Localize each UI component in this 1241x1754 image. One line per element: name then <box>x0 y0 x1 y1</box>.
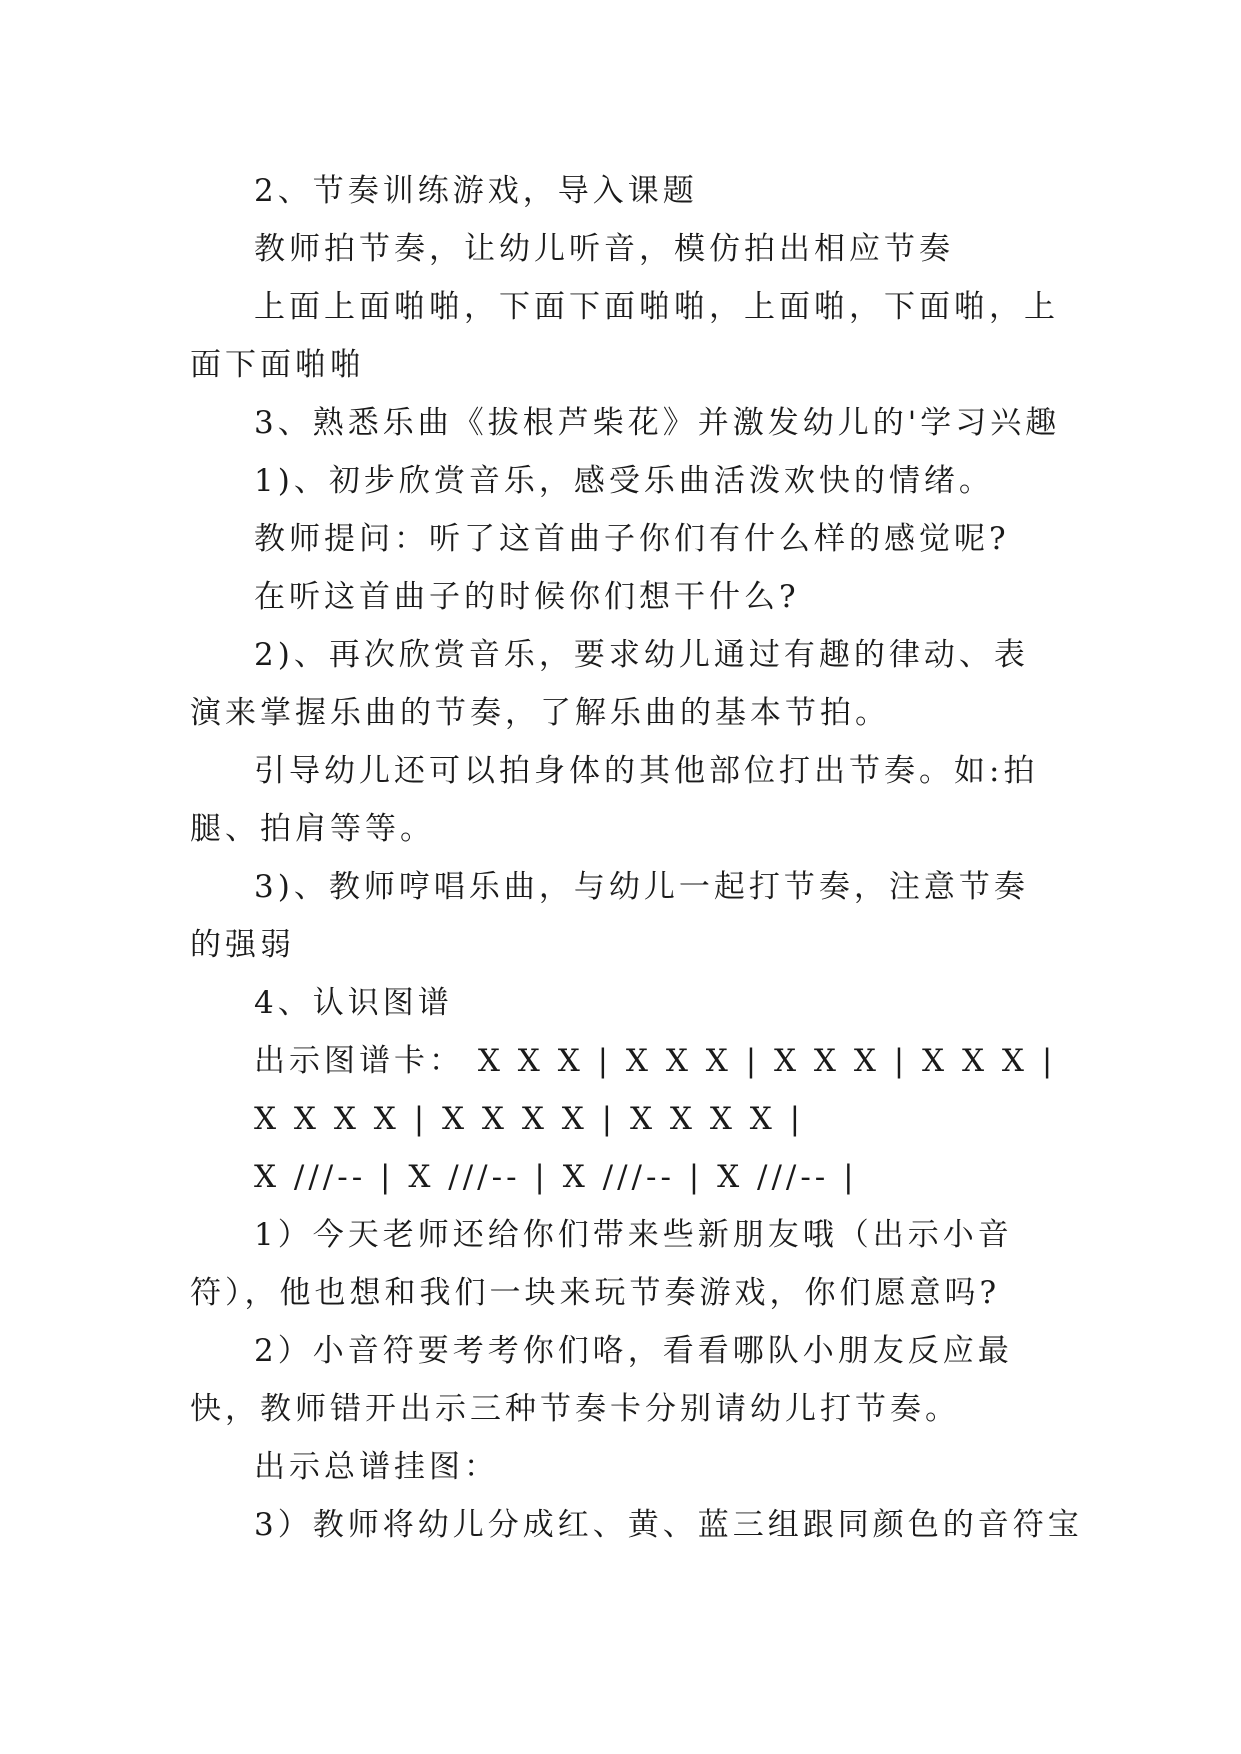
paragraph: 出示总谱挂图： <box>254 1449 499 1485</box>
paragraph: 2）小音符要考考你们咯，看看哪队小朋友反应最快，教师错开出示三种节奏卡分别请幼儿打节奏。 <box>190 1333 1013 1427</box>
paragraph: 1)、初步欣赏音乐，感受乐曲活泼欢快的情绪。 <box>254 463 994 499</box>
rhythm-card-line: X X X X | X X X X | X X X X | <box>254 1101 805 1137</box>
paragraph: 上面上面啪啪，下面下面啪啪，上面啪，下面啪，上面下面啪啪 <box>190 289 1059 383</box>
paragraph: 2)、再次欣赏音乐，要求幼儿通过有趣的律动、表演来掌握乐曲的节奏，了解乐曲的基本节拍。 <box>190 637 1029 731</box>
paragraph: 教师拍节奏，让幼儿听音，模仿拍出相应节奏 <box>254 231 954 267</box>
paragraph: 1）今天老师还给你们带来些新朋友哦（出示小音符），他也想和我们一块来玩节奏游戏，你们愿意吗? <box>190 1217 1013 1311</box>
paragraph-section-4-title: 4、认识图谱 <box>254 985 453 1021</box>
rhythm-card-line: X ///-- | X ///-- | X ///-- | X ///-- | <box>254 1159 858 1195</box>
paragraph: 3）教师将幼儿分成红、黄、蓝三组跟同颜色的音符宝 <box>254 1507 1083 1543</box>
paragraph: 教师提问：听了这首曲子你们有什么样的感觉呢? <box>254 521 1010 557</box>
paragraph: 在听这首曲子的时候你们想干什么? <box>254 579 800 615</box>
paragraph: 3)、教师哼唱乐曲，与幼儿一起打节奏，注意节奏的强弱 <box>190 869 1029 963</box>
paragraph-section-2-title: 2、节奏训练游戏，导入课题 <box>254 173 698 209</box>
rhythm-card-line: 出示图谱卡： X X X | X X X | X X X | X X X | <box>254 1043 1057 1079</box>
document-body <box>190 162 1083 1554</box>
paragraph: 引导幼儿还可以拍身体的其他部位打出节奏。如:拍腿、拍肩等等。 <box>190 753 1039 847</box>
paragraph-section-3-title: 3、熟悉乐曲《拔根芦柴花》并激发幼儿的'学习兴趣 <box>254 405 1061 441</box>
